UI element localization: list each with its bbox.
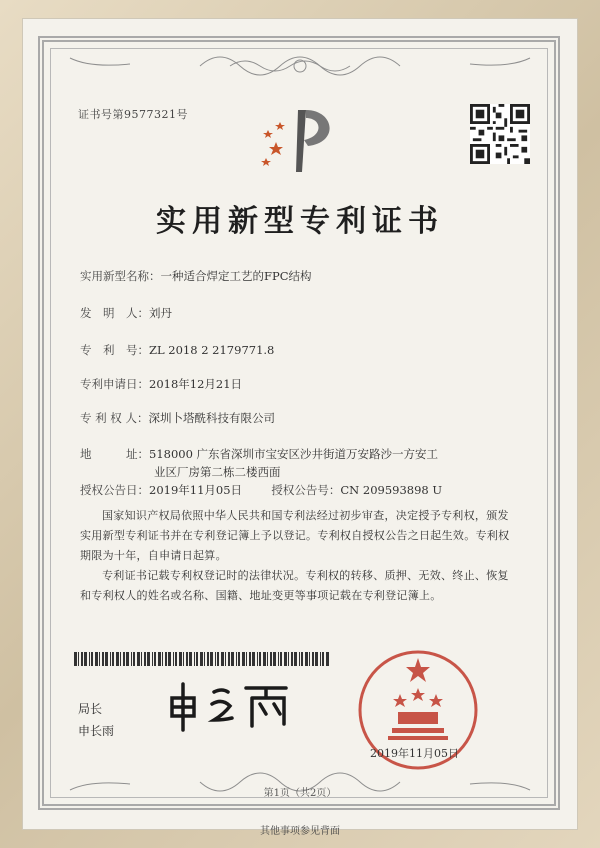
barcode-bar xyxy=(242,652,245,666)
barcode-bar xyxy=(217,652,219,666)
barcode-bar xyxy=(259,652,261,666)
barcode-bar xyxy=(154,652,156,666)
barcode-bar xyxy=(105,652,108,666)
patentee-value: 深圳卜塔酰科技有限公司 xyxy=(148,411,275,425)
barcode-bar xyxy=(95,652,98,666)
barcode xyxy=(74,652,330,666)
barcode-bar xyxy=(322,652,324,666)
barcode-bar xyxy=(168,652,171,666)
patentee-label: 专 利 权 人： xyxy=(80,411,149,425)
barcode-bar xyxy=(249,652,251,666)
barcode-bar xyxy=(200,652,203,666)
barcode-bar xyxy=(91,652,93,666)
barcode-bar xyxy=(131,652,132,666)
barcode-bar xyxy=(291,652,293,666)
barcode-bar xyxy=(215,652,216,666)
utility-model-name-row xyxy=(80,268,312,284)
patent-number-label: 专 利 号： xyxy=(80,343,149,357)
barcode-bar xyxy=(179,652,182,666)
director-signature xyxy=(162,676,302,736)
barcode-bar xyxy=(99,652,100,666)
barcode-bar xyxy=(238,652,240,666)
barcode-bar xyxy=(81,652,83,666)
patent-number-row xyxy=(80,342,274,358)
barcode-bar xyxy=(189,652,192,666)
barcode-bar xyxy=(144,652,146,666)
barcode-bar xyxy=(210,652,213,666)
grant-row xyxy=(80,482,442,498)
barcode-bar xyxy=(126,652,129,666)
barcode-bar xyxy=(78,652,79,666)
address-value-line2: 业区厂房第二栋二楼西面 xyxy=(154,465,281,479)
barcode-bar xyxy=(320,652,321,666)
grant-statement-paragraph: 国家知识产权局依照中华人民共和国专利法经过初步审查，决定授予专利权，颁发实用新型专利证书并在专利登记簿上予以登记。专利权自授权公告之日起生效。专利权期限为十年，自申请日起算。 xyxy=(80,509,510,562)
barcode-bar xyxy=(273,652,276,666)
barcode-bar xyxy=(312,652,314,666)
barcode-bar xyxy=(102,652,104,666)
barcode-bar xyxy=(280,652,282,666)
barcode-bar xyxy=(116,652,119,666)
utility-model-name-value: 一种适合焊定工艺的FPC结构 xyxy=(160,269,312,283)
barcode-bar xyxy=(147,652,150,666)
grant-date-value: 2019年11月05日 xyxy=(149,483,243,497)
barcode-bar xyxy=(204,652,205,666)
director-title: 局长 xyxy=(78,702,103,716)
barcode-bar xyxy=(278,652,279,666)
seal-date: 2019年11月05日 xyxy=(370,747,459,760)
inventor-row xyxy=(80,305,172,321)
barcode-bar xyxy=(252,652,255,666)
barcode-bar xyxy=(228,652,230,666)
page-number: 第1页（共2页） xyxy=(263,788,337,799)
patent-number-value: ZL 2018 2 2179771.8 xyxy=(149,343,275,357)
barcode-bar xyxy=(225,652,226,666)
barcode-bar xyxy=(267,652,268,666)
barcode-bar xyxy=(120,652,121,666)
patent-office-logo xyxy=(258,100,348,180)
barcode-bar xyxy=(284,652,287,666)
barcode-bar xyxy=(141,652,142,666)
barcode-bar xyxy=(221,652,224,666)
barcode-bar xyxy=(299,652,300,666)
barcode-bar xyxy=(326,652,329,666)
barcode-bar xyxy=(309,652,310,666)
certificate-title: 实用新型专利证书 xyxy=(156,204,444,239)
barcode-bar xyxy=(175,652,177,666)
inventor-value: 刘丹 xyxy=(149,306,172,320)
top-ornament xyxy=(0,46,600,86)
grant-number-label: 授权公告号： xyxy=(271,483,341,497)
barcode-bar xyxy=(89,652,90,666)
barcode-bar xyxy=(236,652,237,666)
barcode-bar xyxy=(194,652,195,666)
barcode-bar xyxy=(183,652,184,666)
barcode-bar xyxy=(133,652,135,666)
footer-note: 其他事项参见背面 xyxy=(260,826,340,837)
barcode-bar xyxy=(84,652,87,666)
barcode-bar xyxy=(196,652,198,666)
utility-model-name-label: 实用新型名称： xyxy=(80,269,161,283)
barcode-bar xyxy=(270,652,272,666)
address-row xyxy=(80,446,438,480)
barcode-bar xyxy=(231,652,234,666)
barcode-bar xyxy=(152,652,153,666)
barcode-bar xyxy=(186,652,188,666)
barcode-bar xyxy=(246,652,247,666)
barcode-bar xyxy=(305,652,308,666)
barcode-bar xyxy=(158,652,161,666)
barcode-bar xyxy=(294,652,297,666)
barcode-bar xyxy=(263,652,266,666)
barcode-bar xyxy=(74,652,77,666)
address-label: 地 址： xyxy=(80,447,149,461)
filing-date-row xyxy=(80,376,242,392)
patentee-row xyxy=(80,410,275,426)
barcode-bar xyxy=(173,652,174,666)
barcode-bar xyxy=(207,652,209,666)
grant-date-label: 授权公告日： xyxy=(80,483,149,497)
legal-status-paragraph: 专利证书记载专利权登记时的法律状况。专利权的转移、质押、无效、终止、恢复和专利权人的姓名或名称、国籍、地址变更等事项记载在专利登记簿上。 xyxy=(80,569,509,602)
inventor-label: 发 明 人： xyxy=(80,306,149,320)
barcode-bar xyxy=(112,652,114,666)
barcode-bar xyxy=(137,652,140,666)
filing-date-value: 2018年12月21日 xyxy=(149,377,243,391)
address-value-line1: 518000 广东省深圳市宝安区沙井街道万安路沙一方安工 xyxy=(149,447,439,461)
grant-number-value: CN 209593898 U xyxy=(340,483,443,497)
barcode-bar xyxy=(110,652,111,666)
barcode-bar xyxy=(162,652,163,666)
barcode-bar xyxy=(288,652,289,666)
director-name: 申长雨 xyxy=(78,724,115,738)
barcode-bar xyxy=(315,652,318,666)
barcode-bar xyxy=(123,652,125,666)
barcode-bar xyxy=(165,652,167,666)
filing-date-label: 专利申请日： xyxy=(80,377,149,391)
qr-code xyxy=(470,104,530,164)
barcode-bar xyxy=(301,652,303,666)
barcode-bar xyxy=(257,652,258,666)
certificate-number: 证书号第9577321号 xyxy=(78,108,188,121)
